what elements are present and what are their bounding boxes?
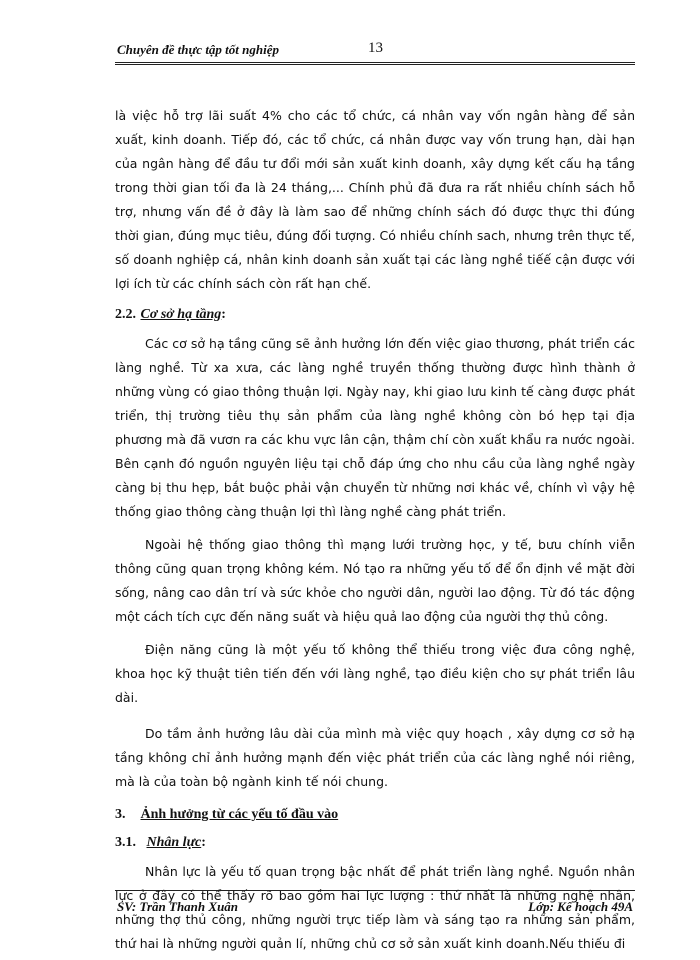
page-header — [115, 42, 635, 65]
heading-3-1 — [115, 832, 635, 854]
heading-2-2-colon: : — [221, 307, 226, 322]
paragraph-infrastructure-4: Do tầm ảnh hưởng lâu dài của mình mà việc quy hoạch , xây dựng cơ sở hạ tầng không chỉ ảnh hưởng mạnh đến việc phát triển của các làng nghề nói riêng, mà là của toàn bộ ngành kinh tế nói chung. — [115, 726, 635, 789]
heading-3-number: 3. — [115, 807, 126, 822]
header-title: Chuyên đề thực tập tốt nghiệp — [117, 42, 279, 57]
paragraph-labor: Nhân lực là yếu tố quan trọng bậc nhất để phát triển làng nghề. Nguồn nhân lực ở đây có thể thấy rõ bao gồm hai lực lượng : thứ nhất là những nghệ nhân, những thợ thủ công, những người trực tiếp làm và sáng tạo ra những sản phẩm, thứ hai là những người quản lí, những chủ cơ sở sản xuất kinh doanh.Nếu thiếu đi — [115, 864, 635, 951]
heading-2-2-number: 2.2. — [115, 307, 136, 322]
page-body — [115, 104, 635, 956]
paragraph-intro: là việc hỗ trợ lãi suất 4% cho các tổ chức, cá nhân vay vốn ngân hàng để sản xuất, kinh doanh. Tiếp đó, các tổ chức, cá nhân được vay vốn trung hạn, dài hạn của ngân hàng để đầu tư đổi mới sản xuất kinh doanh, xây dựng kết cấu hạ tầng trong thời gian tối đa là 24 tháng,... Chính phủ đã đưa ra rất nhiều chính sách hỗ trợ, nhưng vấn đề ở đây là làm sao để những chính sách đó được thực thi đúng thời gian, đúng mục tiêu, đúng đối tượng. Có nhiều chính sach, nhưng trên thực tế, số doanh nghiệp cá, nhân kinh doanh sản xuất tại các làng nghề tiếế cận được với lợi ích từ các chính sách còn rất hạn chế. — [115, 108, 635, 291]
paragraph-infrastructure-3: Điện năng cũng là một yếu tố không thể thiếu trong việc đưa công nghệ, khoa học kỹ thuật tiên tiến đến với làng nghề, tạo điều kiện cho sự phát triển lâu dài. — [115, 642, 635, 705]
heading-3-1-colon: : — [201, 835, 206, 850]
footer-student: SV: Trần Thanh Xuân — [117, 899, 239, 914]
page-number: 13 — [368, 40, 383, 56]
heading-3-1-text: Nhân lực — [146, 835, 202, 850]
heading-3-1-number: 3.1. — [115, 835, 136, 850]
heading-2-2 — [115, 304, 635, 326]
footer-class: Lớp: Kế hoạch 49A — [528, 899, 633, 914]
heading-3 — [115, 804, 635, 826]
paragraph-infrastructure-2: Ngoài hệ thống giao thông thì mạng lưới trường học, y tế, bưu chính viễn thông cũng quan trọng không kém. Nó tạo ra những yếu tố để ổn định về mặt đời sống, nâng cao dân trí và sức khỏe cho người dân, người lao động. Từ đó tác động một cách tích cực đến năng suất và hiệu quả lao động của người thợ thủ công. — [115, 537, 635, 624]
paragraph-infrastructure-1: Các cơ sở hạ tầng cũng sẽ ảnh hưởng lớn đến việc giao thương, phát triển các làng nghề. Từ xa xưa, các làng nghề truyền thống thường được hình thành ở những vùng có giao thông thuận lợi. Ngày nay, khi giao lưu kinh tế càng được phát triển, thị trường tiêu thụ sản phẩm của làng nghề không còn bó hẹp tại địa phương mà đã vươn ra các khu vực lân cận, thậm chí còn xuất khẩu ra nước ngoài. Bên cạnh đó nguồn nguyên liệu tại chỗ đáp ứng cho nhu cầu của làng nghề ngày càng bị thu hẹp, bắt buộc phải vận chuyển từ những nơi khác về, chính vì vậy hệ thống giao thông càng thuận lợi thì làng nghề càng phát triển. — [115, 336, 635, 519]
heading-3-text: Ảnh hưởng từ các yếu tố đầu vào — [140, 807, 339, 822]
page-footer — [115, 890, 635, 915]
heading-2-2-text: Cơ sở hạ tầng — [140, 307, 222, 322]
